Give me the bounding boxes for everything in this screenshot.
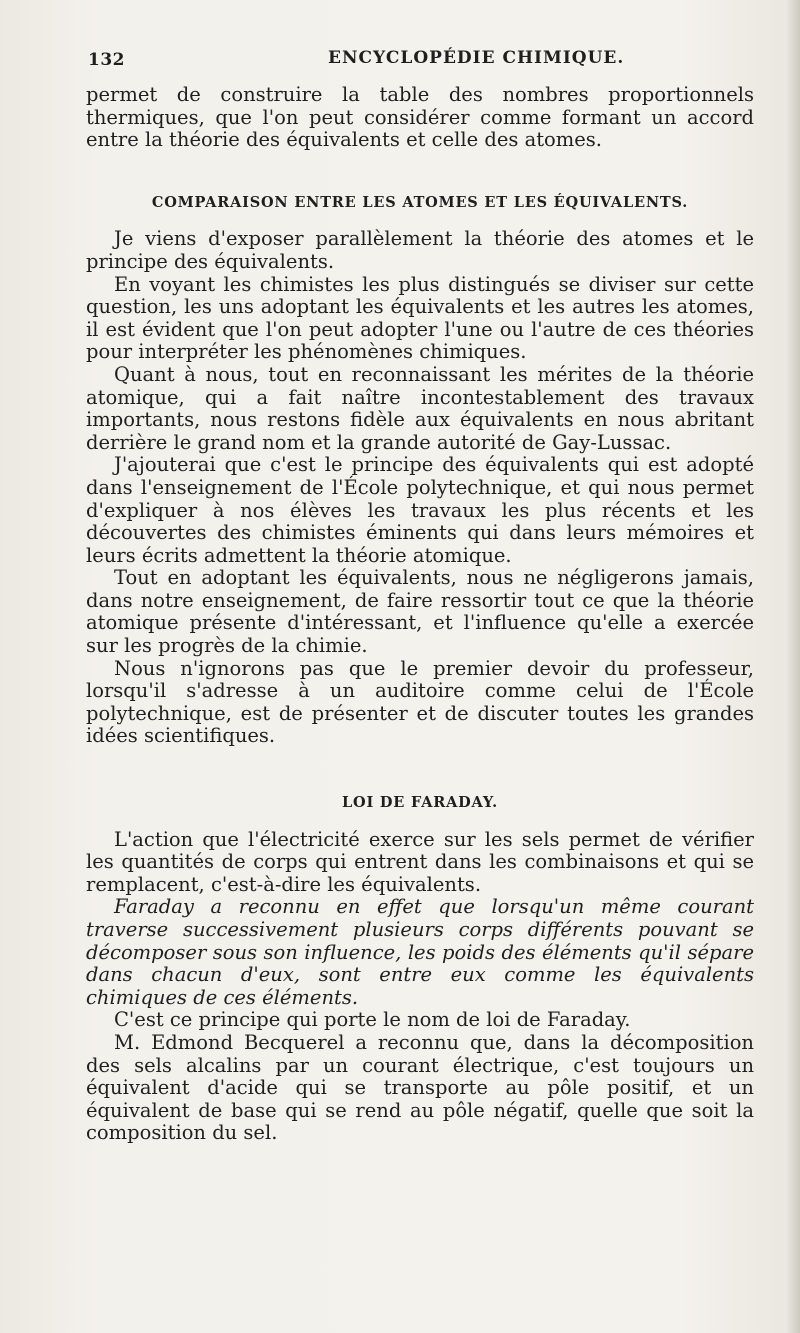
intro-paragraph: permet de construire la table des nombres proportionnels thermiques, que l'on peut considérer comme formant un accord entre la théorie des équivalents et celle des atomes.	[86, 83, 754, 152]
paragraph: Nous n'ignorons pas que le premier devoir du professeur, lorsqu'il s'adresse à un auditoire comme celui de l'École polytechnique, est de présenter et de discuter toutes les grandes idées scientifiques.	[86, 656, 754, 748]
paragraph: En voyant les chimistes les plus distingués se diviser sur cette question, les uns adoptant les équivalents et les autres les atomes, il est évident que l'on peut adopter l'une ou l'autre de ces théories pour interpréter les phénomènes chimiques.	[86, 272, 754, 364]
section-title-faraday: LOI DE FARADAY.	[342, 794, 498, 812]
page-edge-shadow	[786, 0, 800, 1333]
paragraph: Je viens d'exposer parallèlement la théorie des atomes et le principe des équivalents.	[86, 227, 754, 273]
paragraph: L'action que l'électricité exerce sur les sels permet de vérifier les quantités de corps qui entrent dans les combinaisons et qui se remplacent, c'est-à-dire les équivalents.	[86, 827, 754, 896]
paragraph: C'est ce principe qui porte le nom de loi de Faraday.	[114, 1008, 631, 1032]
paragraph: M. Edmond Becquerel a reconnu que, dans la décomposition des sels alcalins par un courant électrique, c'est toujours un équivalent d'acide qui se transporte au pôle positif, et un équivalent de base qui se rend au pôle négatif, quelle que soit la composition du sel.	[86, 1030, 754, 1145]
page-body	[86, 84, 754, 1145]
paragraph: J'ajouterai que c'est le principe des équivalents qui est adopté dans l'enseignement de l'École polytechnique, et qui nous permet d'expliquer à nos élèves les travaux les plus récents et les découvertes des chimistes éminents qui dans leurs mémoires et leurs écrits admettent la théorie atomique.	[86, 453, 754, 567]
running-title: ENCYCLOPÉDIE CHIMIQUE.	[328, 48, 625, 68]
page-header	[88, 40, 748, 70]
page-number: 132	[88, 50, 125, 70]
faraday-law-statement: Faraday a reconnu en effet que lorsqu'un même courant traverse successivement plusieurs corps différents pouvant se décomposer sous son influence, les poids des éléments qu'il sépare dans chacun d'eux, sont entre eux comme les équivalents chimiques de ces éléments.	[86, 895, 754, 1009]
paragraph: Tout en adoptant les équivalents, nous ne négligerons jamais, dans notre enseignement, de faire ressortir tout ce que la théorie atomique présente d'intéressant, et l'influence qu'elle a exercée sur les progrès de la chimie.	[86, 566, 754, 658]
section-title-comparaison: COMPARAISON ENTRE LES ATOMES ET LES ÉQUIVALENTS.	[151, 193, 689, 211]
paragraph: Quant à nous, tout en reconnaissant les mérites de la théorie atomique, qui a fait naître incontestablement des travaux importants, nous restons fidèle aux équivalents en nous abritant derrière le grand nom et la grande autorité de Gay-Lussac.	[86, 362, 754, 454]
